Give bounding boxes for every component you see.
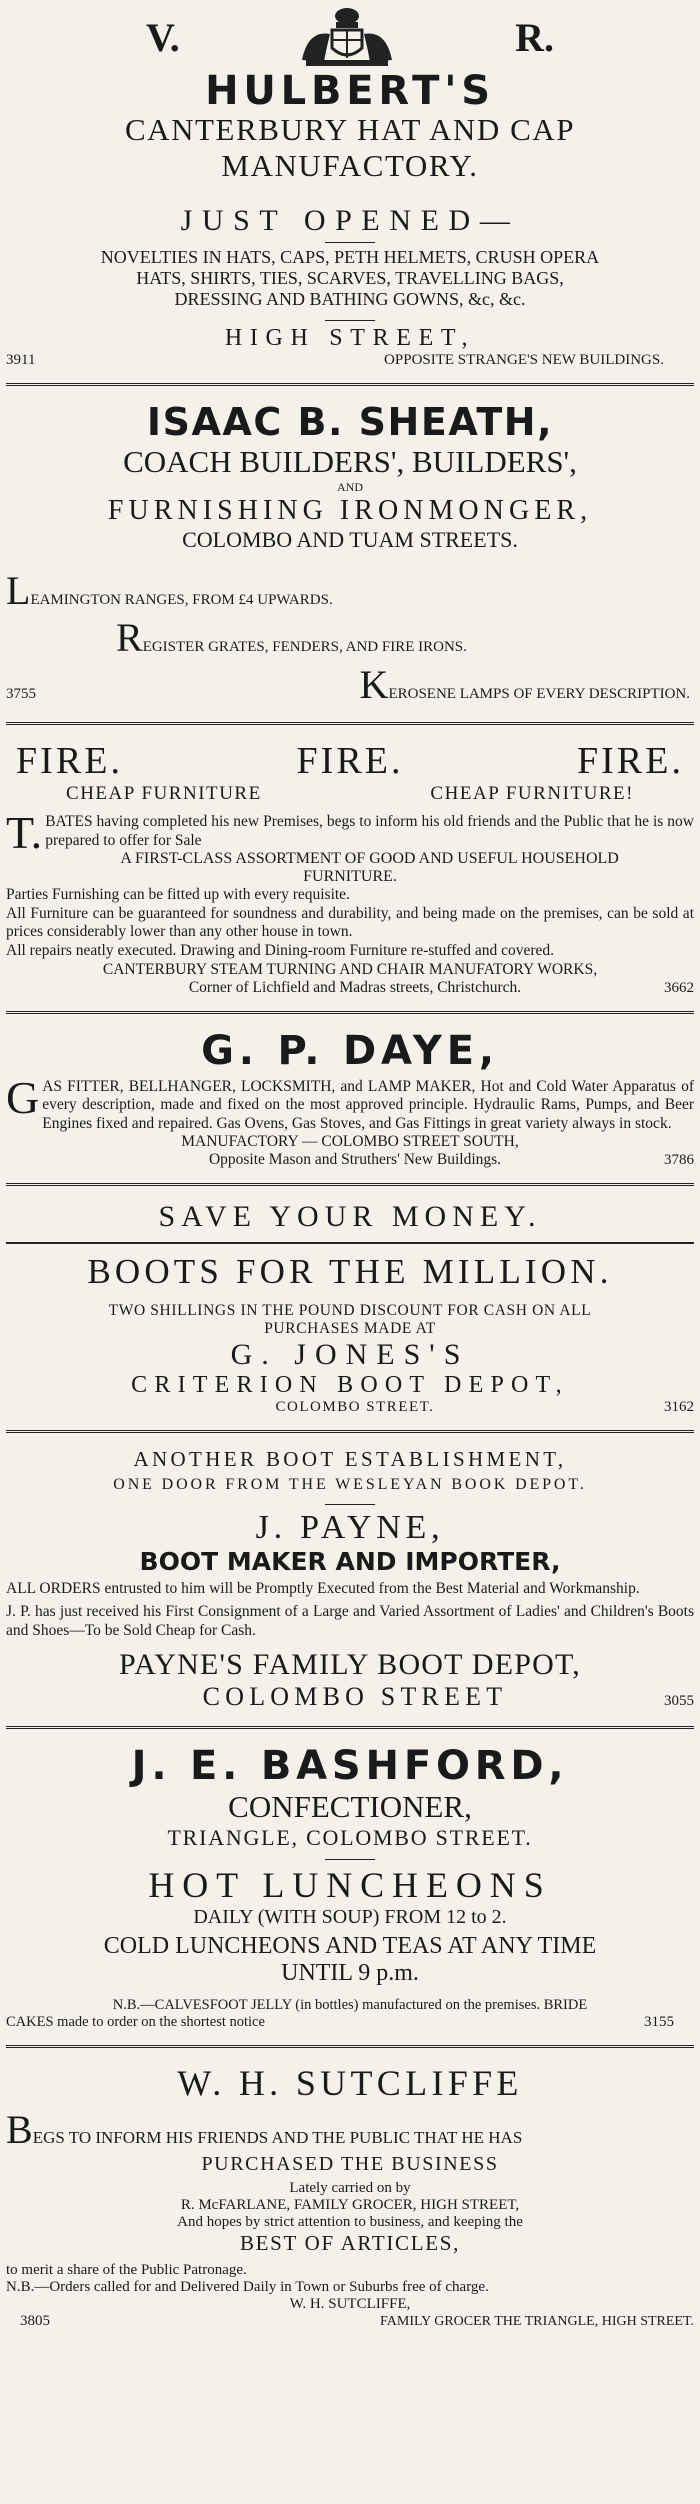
sheath-item-3-row: 3755 KEROSENE LAMPS OF EVERY DESCRIPTION. [6,662,690,707]
jones-depot: CRITERION BOOT DEPOT, [131,1372,569,1399]
daye-name: G. P. DAYE, [201,1027,499,1074]
divider [6,2045,694,2048]
bates-works: CANTERBURY STEAM TURNING AND CHAIR MANUFATORY WORKS, [102,960,598,978]
payne-depot: PAYNE'S FAMILY BOOT DEPOT, [118,1648,581,1682]
jones-advertisement [6,1196,694,1420]
sheath-line1: COACH BUILDERS', BUILDERS', [123,444,577,479]
bates-intro: T. BATES having completed his new Premises, begs to inform his old friends and the Public that he is now prepared to offer for Sale [6,807,694,858]
bates-guarantee: All Furniture can be guaranteed for soundness and durability, and being made on the premises, can be sold at prices considerably lower than any other house in town. [6,904,694,941]
hulbert-opposite: OPPOSITE STRANGE'S NEW BUILDINGS. [384,352,664,368]
bashford-daily: DAILY (WITH SOUP) FROM 12 to 2. [193,1906,507,1929]
payne-another: ANOTHER BOOT ESTABLISHMENT, [133,1447,567,1472]
bates-assortment-2: FURNITURE. [303,868,397,886]
daye-opposite: Opposite Mason and Struthers' New Buildings. [208,1151,502,1169]
sheath-line2: FURNISHING IRONMONGER, [107,495,593,526]
jones-street: COLOMBO STREET. [275,1399,435,1416]
jones-ad-number: 3162 [664,1399,694,1416]
divider [6,1726,694,1729]
payne-door: ONE DOOR FROM THE WESLEYAN BOOK DEPOT. [113,1476,587,1494]
sutcliffe-hopes: And hopes by strict attention to business, and keeping the [177,2214,523,2231]
sheath-advertisement [6,396,694,712]
fire-heading-1: FIRE. [16,740,124,782]
payne-street: COLOMBO STREET [202,1682,508,1712]
royal-coat-of-arms-icon [292,4,402,70]
bashford-nb-2: CAKES made to order on the shortest notice [6,2014,265,2031]
bashford-advertisement [6,1739,694,2035]
sutcliffe-ad-number: 3805 [20,2313,50,2330]
payne-name: J. PAYNE, [255,1509,445,1547]
royal-v: V. [146,14,180,60]
bates-advertisement [6,735,694,1001]
sutcliffe-mcfarlane: R. McFARLANE, FAMILY GROCER, HIGH STREET, [180,2197,520,2214]
divider [6,1183,694,1186]
payne-advertisement [6,1443,694,1716]
sutcliffe-name: W. H. SUTCLIFFE [177,2063,523,2104]
fire-heading-3: FIRE. [576,740,684,782]
payne-orders: ALL ORDERS entrusted to him will be Promptly Executed from the Best Material and Workmanship. [6,1580,640,1598]
hulbert-novelties-1: NOVELTIES IN HATS, CAPS, PETH HELMETS, CRUSH OPERA [100,247,600,267]
divider [6,722,694,725]
sutcliffe-nb: N.B.—Orders called for and Delivered Daily in Town or Suburbs free of charge. [6,2279,489,2296]
sutcliffe-lately: Lately carried on by [289,2180,411,2197]
fire-heading-2: FIRE. [296,740,404,782]
hulbert-ad-number: 3911 [6,352,36,368]
hulbert-advertisement [6,0,694,373]
sheath-ad-number: 3755 [6,686,36,702]
sheath-item-2: REGISTER GRATES, FENDERS, AND FIRE IRONS. [116,615,467,660]
bates-assortment-1: A FIRST-CLASS ASSORTMENT OF GOOD AND USEFUL HOUSEHOLD [120,850,619,868]
sutcliffe-advertisement [6,2058,694,2334]
hulbert-name: HULBERT'S [205,68,495,114]
divider [6,383,694,386]
daye-manufactory: MANUFACTORY — COLOMBO STREET SOUTH, [181,1133,519,1151]
sutcliffe-begs: BEGS TO INFORM HIS FRIENDS AND THE PUBLIC THAT HE HAS [6,2107,523,2153]
payne-maker: BOOT MAKER AND IMPORTER, [139,1547,561,1577]
sutcliffe-signature: W. H. SUTCLIFFE, [289,2296,411,2313]
jones-name: G. JONES'S [230,1338,470,1372]
bashford-cold: COLD LUNCHEONS AND TEAS AT ANY TIME [103,1933,597,1960]
sheath-name: ISAAC B. SHEATH, [146,400,554,444]
hulbert-novelties-3: DRESSING AND BATHING GOWNS, &c, &c. [174,289,526,309]
sheath-item-1: LEAMINGTON RANGES, FROM £4 UPWARDS. [6,568,333,613]
cheap-furniture-2: CHEAP FURNITURE! [430,783,634,804]
daye-advertisement [6,1024,694,1174]
sutcliffe-best: BEST OF ARTICLES, [239,2231,461,2256]
hulbert-line1: CANTERBURY HAT AND CAP [124,112,576,147]
payne-consignment: J. P. has just received his First Consignment of a Large and Varied Assortment of Ladies' and Children's Boots and Shoes—To be Sold Cheap for Cash. [6,1602,694,1639]
hulbert-just-opened: JUST OPENED— [180,204,520,237]
bates-ad-number: 3662 [663,979,694,996]
payne-ad-number: 3055 [664,1693,694,1710]
bashford-address: TRIANGLE, COLOMBO STREET. [167,1825,533,1851]
bashford-until: UNTIL 9 p.m. [281,1960,419,1987]
bates-corner: Corner of Lichfield and Madras streets, Christchurch. [188,978,522,996]
jones-save-money: SAVE YOUR MONEY. [158,1200,542,1234]
sutcliffe-grocer: FAMILY GROCER THE TRIANGLE, HIGH STREET. [380,2314,694,2330]
bashford-nb-1: N.B.—CALVESFOOT JELLY (in bottles) manufactured on the premises. BRIDE [112,1997,588,2014]
royal-r: R. [515,14,554,60]
jones-boots-million: BOOTS FOR THE MILLION. [87,1252,613,1292]
bashford-name: J. E. BASHFORD, [131,1743,569,1790]
jones-discount-1: TWO SHILLINGS IN THE POUND DISCOUNT FOR CASH ON ALL [108,1302,592,1320]
cheap-furniture-1: CHEAP FURNITURE [66,783,262,804]
bates-repairs: All repairs neatly executed. Drawing and Dining-room Furniture re-stuffed and covered. [6,941,555,959]
daye-description: G AS FITTER, BELLHANGER, LOCKSMITH, and LAMP MAKER, Hot and Cold Water Apparatus of every description, made and fixed on the most approved principle. Hydraulic Rams, Pumps, and Beer Engines fixed and repaired. Gas Ovens, Gas Stoves, and Gas Fittings in great variety always in stock. [6,1071,694,1132]
bates-parties: Parties Furnishing can be fitted up with every requisite. [6,886,350,904]
hulbert-street: HIGH STREET, [224,325,476,351]
divider [6,1430,694,1433]
jones-discount-2: PURCHASES MADE AT [264,1320,436,1338]
sheath-and: AND [337,480,363,494]
sutcliffe-purchased: PURCHASED THE BUSINESS [201,2153,499,2176]
bashford-hot-luncheons: HOT LUNCHEONS [148,1865,552,1906]
daye-ad-number: 3786 [663,1152,694,1169]
hulbert-line2: MANUFACTORY. [221,148,479,183]
divider [6,1011,694,1014]
bashford-ad-number: 3155 [644,2014,674,2031]
hulbert-novelties-2: HATS, SHIRTS, TIES, SCARVES, TRAVELLING BAGS, [136,268,564,288]
bashford-title: CONFECTIONER, [228,1789,472,1825]
sheath-line3: COLOMBO AND TUAM STREETS. [182,527,518,552]
sutcliffe-merit: to merit a share of the Public Patronage. [6,2262,247,2279]
